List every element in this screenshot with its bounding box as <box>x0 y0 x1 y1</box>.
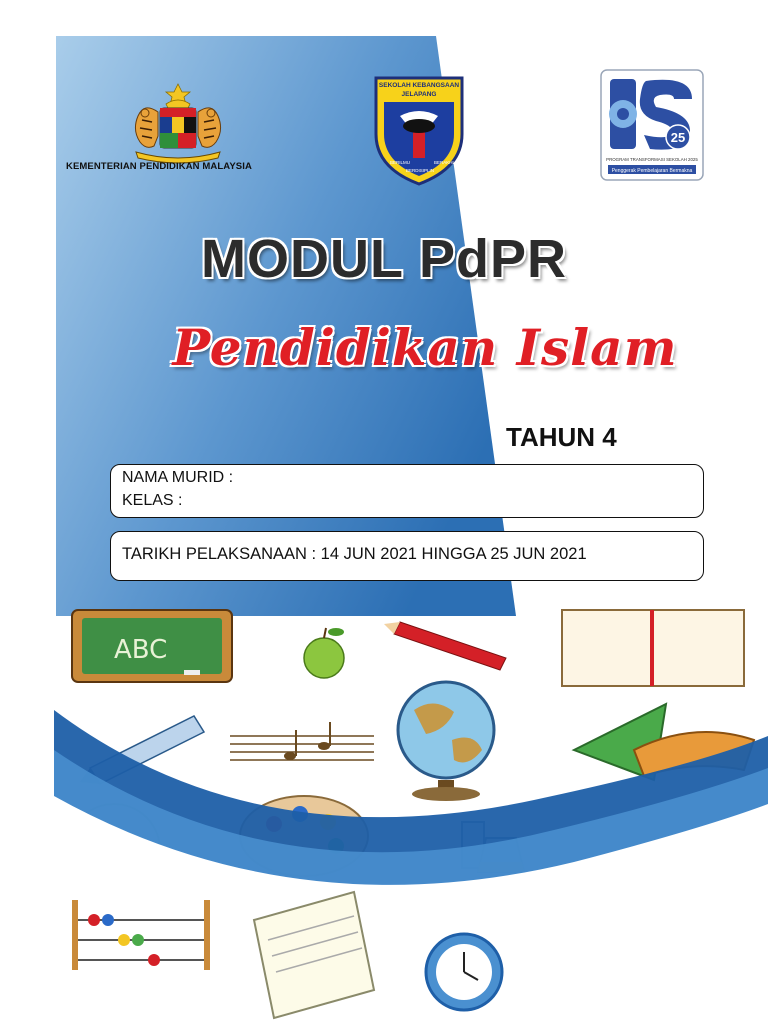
svg-text:Penggerak Pembelajaran Bermakn: Penggerak Pembelajaran Bermakna <box>611 168 693 174</box>
svg-text:SEKOLAH KEBANGSAAN: SEKOLAH KEBANGSAAN <box>378 82 460 89</box>
class-field[interactable]: KELAS : <box>122 492 183 509</box>
chalkboard-icon <box>72 610 232 682</box>
implementation-date-box <box>110 531 704 581</box>
module-title: MODUL PdPR <box>200 229 567 289</box>
school-supplies-illustration <box>54 600 768 1024</box>
svg-text:BERILMU: BERILMU <box>390 160 411 165</box>
music-notes-icon <box>230 722 374 760</box>
ts25-number: 25 <box>670 130 686 145</box>
school-crest-logo <box>370 72 468 188</box>
ministry-caption: KEMENTERIAN PENDIDIKAN MALAYSIA <box>66 161 252 172</box>
chalkboard-text: ABC <box>114 635 168 665</box>
coat-of-arms-logo <box>118 82 238 164</box>
ts25-logo <box>600 69 704 181</box>
svg-text:PROGRAM TRANSFORMASI SEKOLAH 2: PROGRAM TRANSFORMASI SEKOLAH 2025 <box>606 157 698 162</box>
apple-icon <box>304 628 344 678</box>
student-name-field[interactable]: NAMA MURID : <box>122 469 234 486</box>
implementation-date: TARIKH PELAKSANAAN : 14 JUN 2021 HINGGA 25 JUN 2021 <box>122 545 587 563</box>
pencil-icon <box>384 622 506 670</box>
svg-text:BERAKHLAK: BERAKHLAK <box>434 160 462 165</box>
student-info-box <box>110 464 704 518</box>
globe-icon <box>398 682 494 801</box>
svg-text:BERDISIPLIN: BERDISIPLIN <box>406 168 435 173</box>
svg-text:JELAPANG: JELAPANG <box>401 91 437 98</box>
alarm-clock-icon <box>426 934 502 1010</box>
grade-label: TAHUN 4 <box>506 422 617 452</box>
subject-title: Pendidikan Islam <box>172 318 678 377</box>
book-icon <box>562 610 744 686</box>
